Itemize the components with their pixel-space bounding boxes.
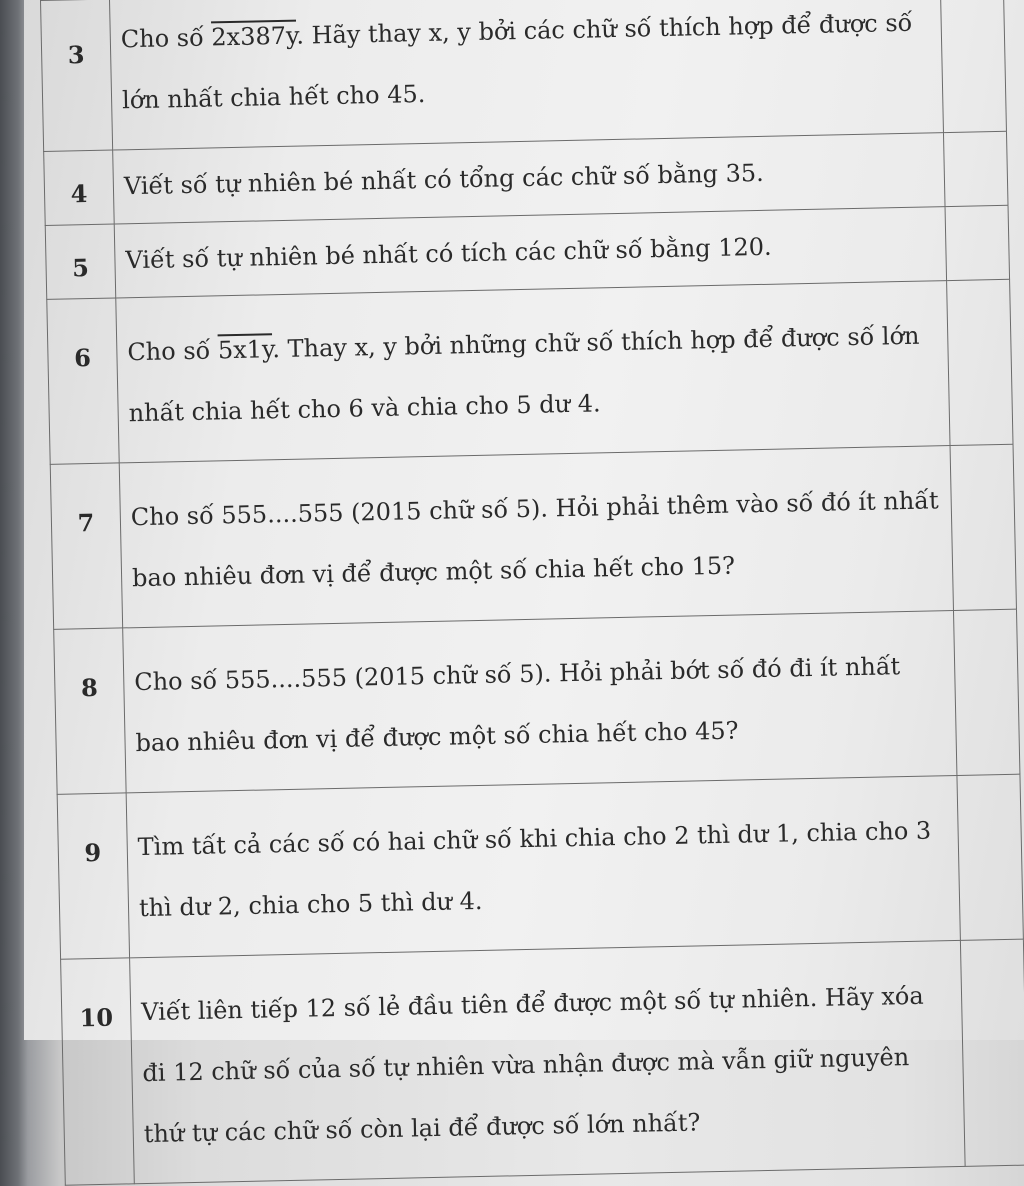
exercise-text [116,281,950,463]
exercise-text-start: Cho số [127,336,219,367]
exercise-text: Viết số tự nhiên bé nhất có tổng các chữ số bằng 35. [113,133,945,224]
row-number: 3 [41,0,113,151]
row-number: 5 [45,224,116,299]
exercise-text-start: Cho số [120,23,212,54]
exercise-text-rest: . Thay x, y bởi những chữ số thích hợp để được số lớn nhất chia hết cho 6 và chia cho 5 dư 4. [128,321,920,428]
table-row [50,444,1016,629]
row-number: 8 [54,628,126,794]
exercise-text: Tìm tất cả các số có hai chữ số khi chia cho 2 thì dư 1, chia cho 3 thì dư 2, chia cho 5 thì dư 4. [126,775,960,957]
exercise-text: Viết số tự nhiên bé nhất có tích các chữ số bằng 120. [114,207,946,298]
row-number: 4 [44,150,115,225]
margin-cell [947,279,1013,445]
row-number: 7 [50,463,122,629]
margin-cell [945,205,1010,280]
overlined-number: 2x387y [211,21,297,52]
row-number: 6 [47,298,119,464]
margin-cell [950,444,1016,610]
exercise-text: Viết liên tiếp 12 số lẻ đầu tiên để được một số tự nhiên. Hãy xóa đi 12 chữ số của số tự nhiên vừa nhận được mà vẫn giữ nguyên thứ tự các chữ số còn lại để được số lớn nhất? [130,940,966,1183]
margin-cell [940,0,1006,133]
table-row [57,774,1023,959]
row-number: 9 [57,793,129,959]
exercise-table [40,0,1024,1186]
margin-cell [953,609,1019,775]
margin-cell [957,774,1023,940]
table-row [54,609,1020,794]
exercise-text [109,0,943,150]
overlined-number: 5x1y [217,335,273,365]
margin-cell [943,131,1008,206]
exercise-text: Cho số 555....555 (2015 chữ số 5). Hỏi phải bớt số đó đi ít nhất bao nhiêu đơn vị để được một số chia hết cho 45? [123,611,957,793]
table-row [47,279,1013,464]
exercise-text: Cho số 555....555 (2015 chữ số 5). Hỏi phải thêm vào số đó ít nhất bao nhiêu đơn vị để được một số chia hết cho 15? [119,446,953,628]
margin-cell [960,939,1024,1166]
table-row [41,0,1007,151]
row-number: 10 [61,958,135,1185]
table-row [61,939,1024,1185]
exercise-text-rest: . Hãy thay x, y bởi các chữ số thích hợp để được số lớn nhất chia hết cho 45. [121,8,913,115]
